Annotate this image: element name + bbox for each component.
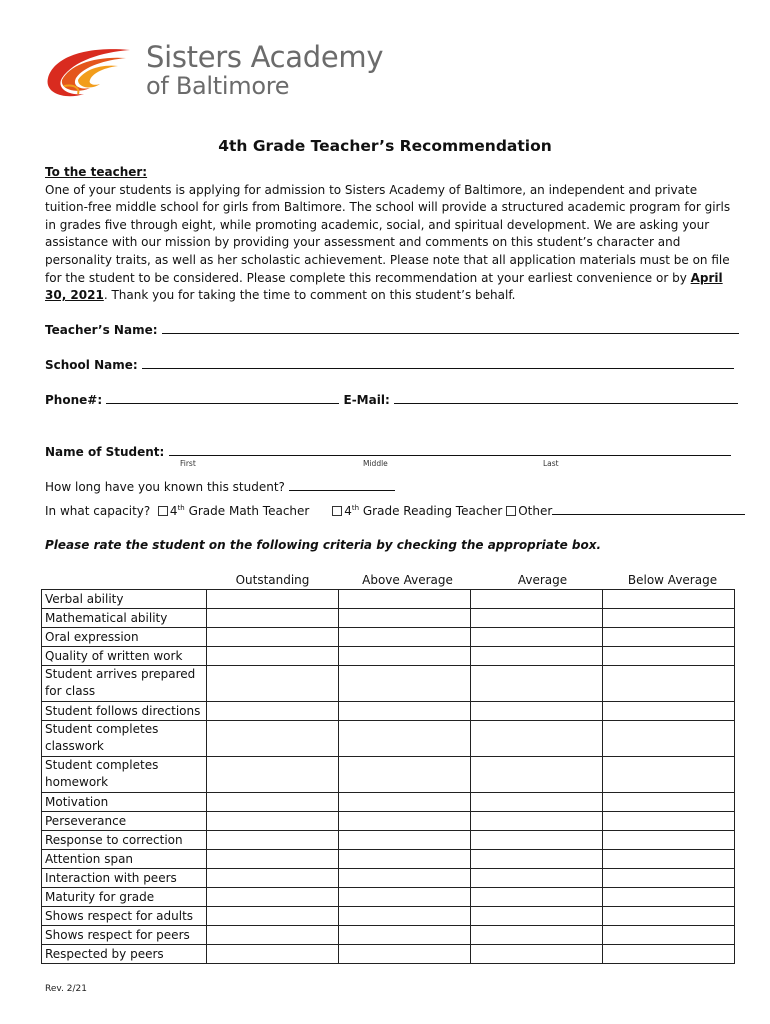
rating-cell-outstanding[interactable] [207,590,339,609]
rating-cell-below-average[interactable] [603,926,735,945]
middle-name-caption: Middle [363,459,388,468]
rating-cell-below-average[interactable] [603,888,735,907]
rating-cell-below-average[interactable] [603,831,735,850]
other-label: Other [518,504,553,518]
revision-note: Rev. 2/21 [45,984,87,994]
contact-row [45,392,738,407]
table-row [42,628,735,647]
table-row [42,945,735,964]
col-outstanding: Outstanding [235,573,310,587]
email-field[interactable] [394,392,738,404]
rating-cell-outstanding[interactable] [207,647,339,666]
rating-cell-average[interactable] [471,869,603,888]
criterion-label: Oral expression [42,628,207,647]
table-row [42,721,735,757]
table-row [42,812,735,831]
rating-cell-outstanding[interactable] [207,831,339,850]
rating-cell-outstanding[interactable] [207,609,339,628]
rating-cell-above-average[interactable] [339,647,471,666]
phone-field[interactable] [106,392,339,404]
rating-cell-average[interactable] [471,590,603,609]
other-checkbox[interactable] [506,506,516,516]
col-average: Average [517,573,568,587]
known-duration-field[interactable] [289,479,395,491]
other-field[interactable] [552,503,745,515]
rating-cell-outstanding[interactable] [207,793,339,812]
rating-cell-outstanding[interactable] [207,757,339,793]
rating-cell-average[interactable] [471,702,603,721]
criterion-label: Student completes classwork [42,721,207,757]
criterion-label: Student completes homework [42,757,207,793]
rating-cell-below-average[interactable] [603,945,735,964]
rating-cell-below-average[interactable] [603,666,735,702]
student-name-row [45,444,731,459]
rating-cell-above-average[interactable] [339,945,471,964]
table-row [42,831,735,850]
rating-cell-above-average[interactable] [339,831,471,850]
first-name-caption: First [180,459,196,468]
rating-cell-average[interactable] [471,609,603,628]
criterion-label: Quality of written work [42,647,207,666]
school-logo [44,40,424,102]
table-row [42,793,735,812]
criterion-label: Verbal ability [42,590,207,609]
rating-cell-above-average[interactable] [339,666,471,702]
intro-body: One of your students is applying for admission to Sisters Academy of Baltimore, an independent and private tuition-free middle school for girls from Baltimore. The school will provide a structured academic program for girls in grades five through eight, while promoting academic, social, and spiritual development. We are asking your assistance with our mission by providing your assessment and comments on this student’s character and personality traits, as well as her scholastic achievement. Please note that all application materials must be on file for the student to be considered. Please complete this recommendation at your earliest convenience or by [45,182,731,285]
math-teacher-checkbox[interactable] [158,506,168,516]
rating-cell-outstanding[interactable] [207,628,339,647]
intro-paragraph [45,164,735,305]
student-name-field[interactable] [169,444,731,456]
criterion-label: Shows respect for adults [42,907,207,926]
rating-cell-outstanding[interactable] [207,926,339,945]
rating-cell-outstanding[interactable] [207,666,339,702]
rating-cell-above-average[interactable] [339,850,471,869]
table-row [42,926,735,945]
logo-line2: of Baltimore [146,72,290,100]
table-row [42,888,735,907]
rating-cell-below-average[interactable] [603,647,735,666]
rating-cell-below-average[interactable] [603,702,735,721]
rating-cell-average[interactable] [471,793,603,812]
teacher-name-label: Teacher’s Name: [45,323,158,337]
rating-cell-average[interactable] [471,666,603,702]
rating-cell-average[interactable] [471,945,603,964]
student-name-label: Name of Student: [45,445,165,459]
criterion-label: Perseverance [42,812,207,831]
deadline-date: April 30, 2021 [45,270,723,303]
intro-heading: To the teacher: [45,165,148,179]
rating-cell-above-average[interactable] [339,926,471,945]
math-teacher-label: Grade Math Teacher [184,504,310,518]
criterion-label: Maturity for grade [42,888,207,907]
school-name-row [45,357,734,372]
rating-cell-below-average[interactable] [603,590,735,609]
reading-teacher-checkbox[interactable] [332,506,342,516]
logo-line1: Sisters Academy [146,40,384,74]
rating-cell-outstanding[interactable] [207,812,339,831]
criterion-label: Student follows directions [42,702,207,721]
criterion-label: Shows respect for peers [42,926,207,945]
criterion-label: Respected by peers [42,945,207,964]
rating-cell-average[interactable] [471,888,603,907]
rating-cell-below-average[interactable] [603,812,735,831]
capacity-question: In what capacity? [45,504,151,518]
table-row [42,869,735,888]
intro-ending: . Thank you for taking the time to comment on this student’s behalf. [103,288,516,303]
rating-cell-above-average[interactable] [339,590,471,609]
rating-cell-above-average[interactable] [339,793,471,812]
table-row [42,757,735,793]
rating-cell-outstanding[interactable] [207,850,339,869]
math-teacher-sup: th [177,504,185,512]
rating-cell-average[interactable] [471,812,603,831]
rating-cell-outstanding[interactable] [207,721,339,757]
table-row [42,907,735,926]
rating-table [41,589,735,964]
rating-cell-below-average[interactable] [603,907,735,926]
rating-cell-outstanding[interactable] [207,907,339,926]
email-label: E-Mail: [343,393,390,407]
criterion-label: Student arrives prepared for class [42,666,207,702]
phone-label: Phone#: [45,393,103,407]
criterion-label: Motivation [42,793,207,812]
teacher-name-field[interactable] [162,322,739,334]
page-title: 4th Grade Teacher’s Recommendation [218,137,552,155]
table-row [42,609,735,628]
rating-cell-outstanding[interactable] [207,888,339,907]
rating-cell-below-average[interactable] [603,850,735,869]
known-question: How long have you known this student? [45,480,285,494]
rating-cell-below-average[interactable] [603,609,735,628]
rating-cell-average[interactable] [471,926,603,945]
rating-cell-average[interactable] [471,647,603,666]
math-teacher-num: 4 [169,504,178,518]
col-above-average: Above Average [362,573,453,587]
rating-cell-average[interactable] [471,907,603,926]
table-row [42,666,735,702]
school-name-field[interactable] [142,357,734,369]
rating-cell-below-average[interactable] [603,721,735,757]
school-name-label: School Name: [45,358,138,372]
capacity-row [45,503,745,518]
table-row [42,702,735,721]
rating-cell-outstanding[interactable] [207,869,339,888]
criterion-label: Mathematical ability [42,609,207,628]
criterion-label: Interaction with peers [42,869,207,888]
rating-cell-average[interactable] [471,721,603,757]
rating-cell-above-average[interactable] [339,609,471,628]
rating-cell-above-average[interactable] [339,702,471,721]
reading-teacher-num: 4 [344,504,352,518]
rating-cell-below-average[interactable] [603,628,735,647]
rating-cell-average[interactable] [471,628,603,647]
known-row [45,479,395,494]
rating-cell-below-average[interactable] [603,869,735,888]
rating-cell-above-average[interactable] [339,812,471,831]
criterion-label: Attention span [42,850,207,869]
rating-cell-average[interactable] [471,757,603,793]
rating-cell-outstanding[interactable] [207,945,339,964]
col-below-average: Below Average [627,573,718,587]
table-row [42,647,735,666]
reading-teacher-sup: th [351,504,360,512]
rating-cell-above-average[interactable] [339,888,471,907]
rating-instruction: Please rate the student on the following criteria by checking the appropriate box. [45,538,602,552]
last-name-caption: Last [543,459,559,468]
rating-cell-above-average[interactable] [339,757,471,793]
reading-teacher-label: Grade Reading Teacher [359,504,503,518]
flame-logo-icon [44,44,136,100]
rating-cell-above-average[interactable] [339,869,471,888]
table-row [42,850,735,869]
rating-cell-above-average[interactable] [339,721,471,757]
table-row [42,590,735,609]
criterion-label: Response to correction [42,831,207,850]
teacher-name-row [45,322,739,337]
rating-cell-average[interactable] [471,850,603,869]
rating-cell-below-average[interactable] [603,757,735,793]
rating-cell-average[interactable] [471,831,603,850]
rating-cell-below-average[interactable] [603,793,735,812]
rating-cell-outstanding[interactable] [207,702,339,721]
rating-cell-above-average[interactable] [339,907,471,926]
rating-cell-above-average[interactable] [339,628,471,647]
